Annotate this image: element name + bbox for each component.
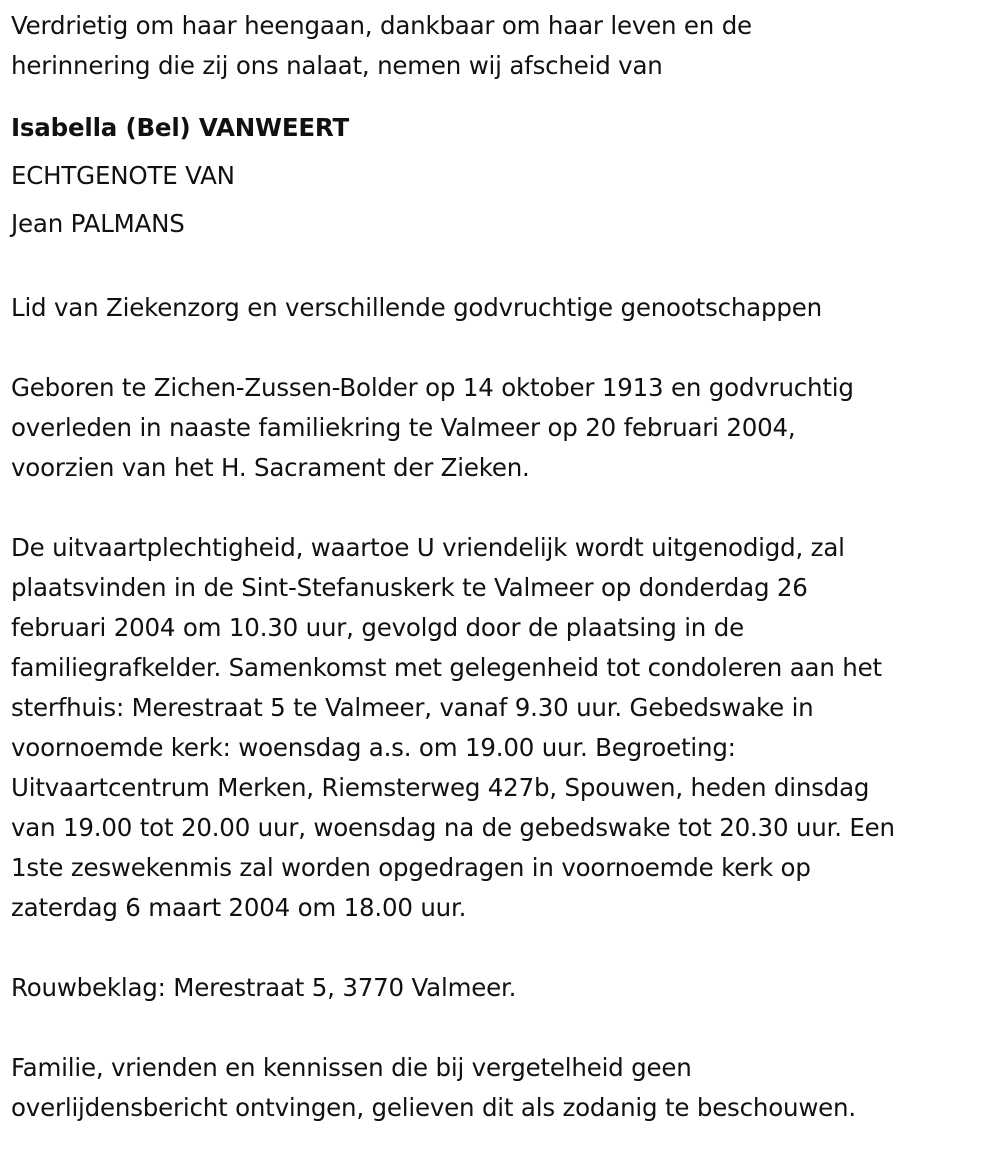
funeral-line: sterfhuis: Merestraat 5 te Valmeer, vanaf 9.30 uur. Gebedswake in bbox=[11, 693, 814, 722]
birth-death-line: Geboren te Zichen-Zussen-Bolder op 14 oktober 1913 en godvruchtig bbox=[11, 373, 854, 402]
funeral-line: van 19.00 tot 20.00 uur, woensdag na de gebedswake tot 20.30 uur. Een bbox=[11, 813, 895, 842]
spacer bbox=[11, 248, 990, 288]
closing-line: Familie, vrienden en kennissen die bij vergetelheid geen bbox=[11, 1053, 692, 1082]
funeral-line: februari 2004 om 10.30 uur, gevolgd door de plaatsing in de bbox=[11, 613, 744, 642]
spacer bbox=[11, 1008, 990, 1048]
deceased-name: Isabella (Bel) VANWEERT bbox=[11, 113, 349, 142]
funeral-paragraph bbox=[11, 528, 990, 928]
funeral-line: Uitvaartcentrum Merken, Riemsterweg 427b, Spouwen, heden dinsdag bbox=[11, 773, 870, 802]
spacer bbox=[11, 328, 990, 368]
funeral-line: zaterdag 6 maart 2004 om 18.00 uur. bbox=[11, 893, 467, 922]
funeral-line: voornoemde kerk: woensdag a.s. om 19.00 uur. Begroeting: bbox=[11, 733, 736, 762]
birth-death-line: overleden in naaste familiekring te Valmeer op 20 februari 2004, bbox=[11, 413, 796, 442]
membership-line: Lid van Ziekenzorg en verschillende godvruchtige genootschappen bbox=[11, 293, 822, 322]
spouse-label: ECHTGENOTE VAN bbox=[11, 161, 235, 190]
intro-line: herinnering die zij ons nalaat, nemen wij afscheid van bbox=[11, 51, 663, 80]
closing-paragraph bbox=[11, 1048, 990, 1128]
funeral-line: 1ste zeswekenmis zal worden opgedragen in voornoemde kerk op bbox=[11, 853, 811, 882]
birth-death-paragraph bbox=[11, 368, 990, 488]
closing-line: overlijdensbericht ontvingen, gelieven dit als zodanig te beschouwen. bbox=[11, 1093, 856, 1122]
funeral-line: plaatsvinden in de Sint-Stefanuskerk te Valmeer op donderdag 26 bbox=[11, 573, 808, 602]
spacer bbox=[11, 928, 990, 968]
birth-death-line: voorzien van het H. Sacrament der Zieken. bbox=[11, 453, 530, 482]
spouse-name: Jean PALMANS bbox=[11, 209, 185, 238]
funeral-line: De uitvaartplechtigheid, waartoe U vriendelijk wordt uitgenodigd, zal bbox=[11, 533, 845, 562]
intro-line: Verdrietig om haar heengaan, dankbaar om haar leven en de bbox=[11, 11, 752, 40]
intro-paragraph bbox=[11, 6, 990, 86]
funeral-line: familiegrafkelder. Samenkomst met gelegenheid tot condoleren aan het bbox=[11, 653, 882, 682]
mourning-address: Rouwbeklag: Merestraat 5, 3770 Valmeer. bbox=[11, 973, 517, 1002]
spacer bbox=[11, 488, 990, 528]
